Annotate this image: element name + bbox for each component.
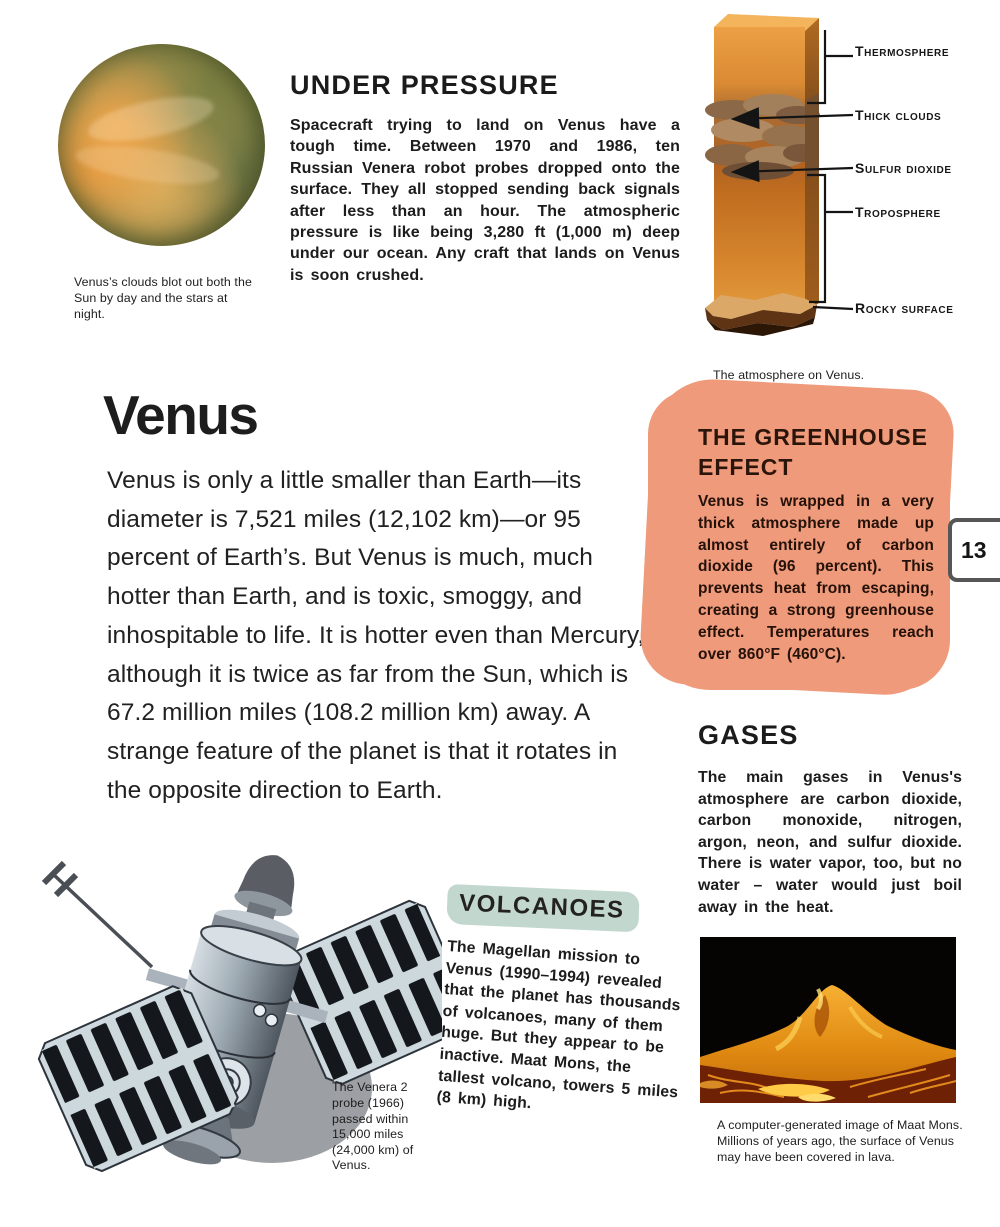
atmosphere-caption: The atmosphere on Venus. [713, 368, 865, 383]
page-number-tab [948, 518, 1000, 582]
gases-heading: GASES [698, 720, 799, 750]
intro-paragraph: Venus is only a little smaller than Earth—its diameter is 7,521 miles (12,102 km)—or 95 percent of Earth’s. But Venus is much, much hotter than Earth, and is toxic, smoggy, and inhospitable to life. It is hotter even than Mercury, although it is twice as far from the Sun, which is 67.2 million miles (108.2 million km) away. A strange feature of the planet is that it rotates in the opposite direction to Earth. [107, 467, 645, 804]
page-number: 13 [961, 536, 987, 563]
volcanoes-body: The Magellan mission to Venus (1990–1994) revealed that the planet has thousands of volcanoes, many of them huge. But they appear to be inactive. Maat Mons, the tallest volcano, towers 5 miles (8 km) high. [436, 937, 681, 1113]
under-pressure-body: Spacecraft trying to land on Venus have a tough time. Between 1970 and 1986, ten Russian Venera robot probes dropped onto the surface. They all stopped sending back signals after less than an hour. The atmospheric pressure is like being 3,280 ft (1,000 m) deep under our ocean. Any craft that lands on Venus is soon crushed. [290, 117, 680, 284]
under-pressure-section [290, 70, 680, 286]
volcanoes-section [436, 884, 700, 1113]
under-pressure-heading: UNDER PRESSURE [290, 70, 559, 100]
venera-caption: The Venera 2 probe (1966) passed within 15,000 miles (24,000 km) of Venus. [332, 1080, 414, 1173]
label-sulfur-dioxide: Sulfur dioxide [855, 160, 952, 176]
atmosphere-column-art [703, 5, 1000, 357]
maat-mons-image [700, 937, 956, 1103]
venus-clouds-photo [58, 44, 265, 246]
greenhouse-heading: THE GREENHOUSE EFFECT [698, 424, 928, 480]
page-title: Venus [103, 384, 258, 446]
volcanoes-heading-highlight: VOLCANOES [446, 884, 639, 932]
label-troposphere: Troposphere [855, 204, 941, 220]
greenhouse-callout [648, 390, 950, 690]
label-rocky-surface: Rocky surface [855, 300, 954, 316]
maat-mons-caption: A computer-generated image of Maat Mons. Millions of years ago, the surface of Venus may have been covered in lava. [717, 1118, 963, 1164]
gases-section [698, 720, 962, 918]
gases-body: The main gases in Venus's atmosphere are carbon dioxide, carbon monoxide, nitrogen, argon, neon, and sulfur dioxide. There is water vapor, too, but no water – water would just boil away in the heat. [698, 769, 962, 916]
greenhouse-body: Venus is wrapped in a very thick atmosphere made up almost entirely of carbon dioxide (96 percent). This prevents heat from escaping, creating a strong greenhouse effect. Temperatures reach over 860°F (460°C). [698, 493, 934, 663]
label-thick-clouds: Thick clouds [855, 107, 942, 123]
atmosphere-diagram [703, 5, 1000, 357]
label-thermosphere: Thermosphere [855, 43, 950, 59]
venus-photo-caption: Venus’s clouds blot out both the Sun by day and the stars at night. [74, 275, 252, 321]
volcanoes-heading [446, 884, 700, 935]
